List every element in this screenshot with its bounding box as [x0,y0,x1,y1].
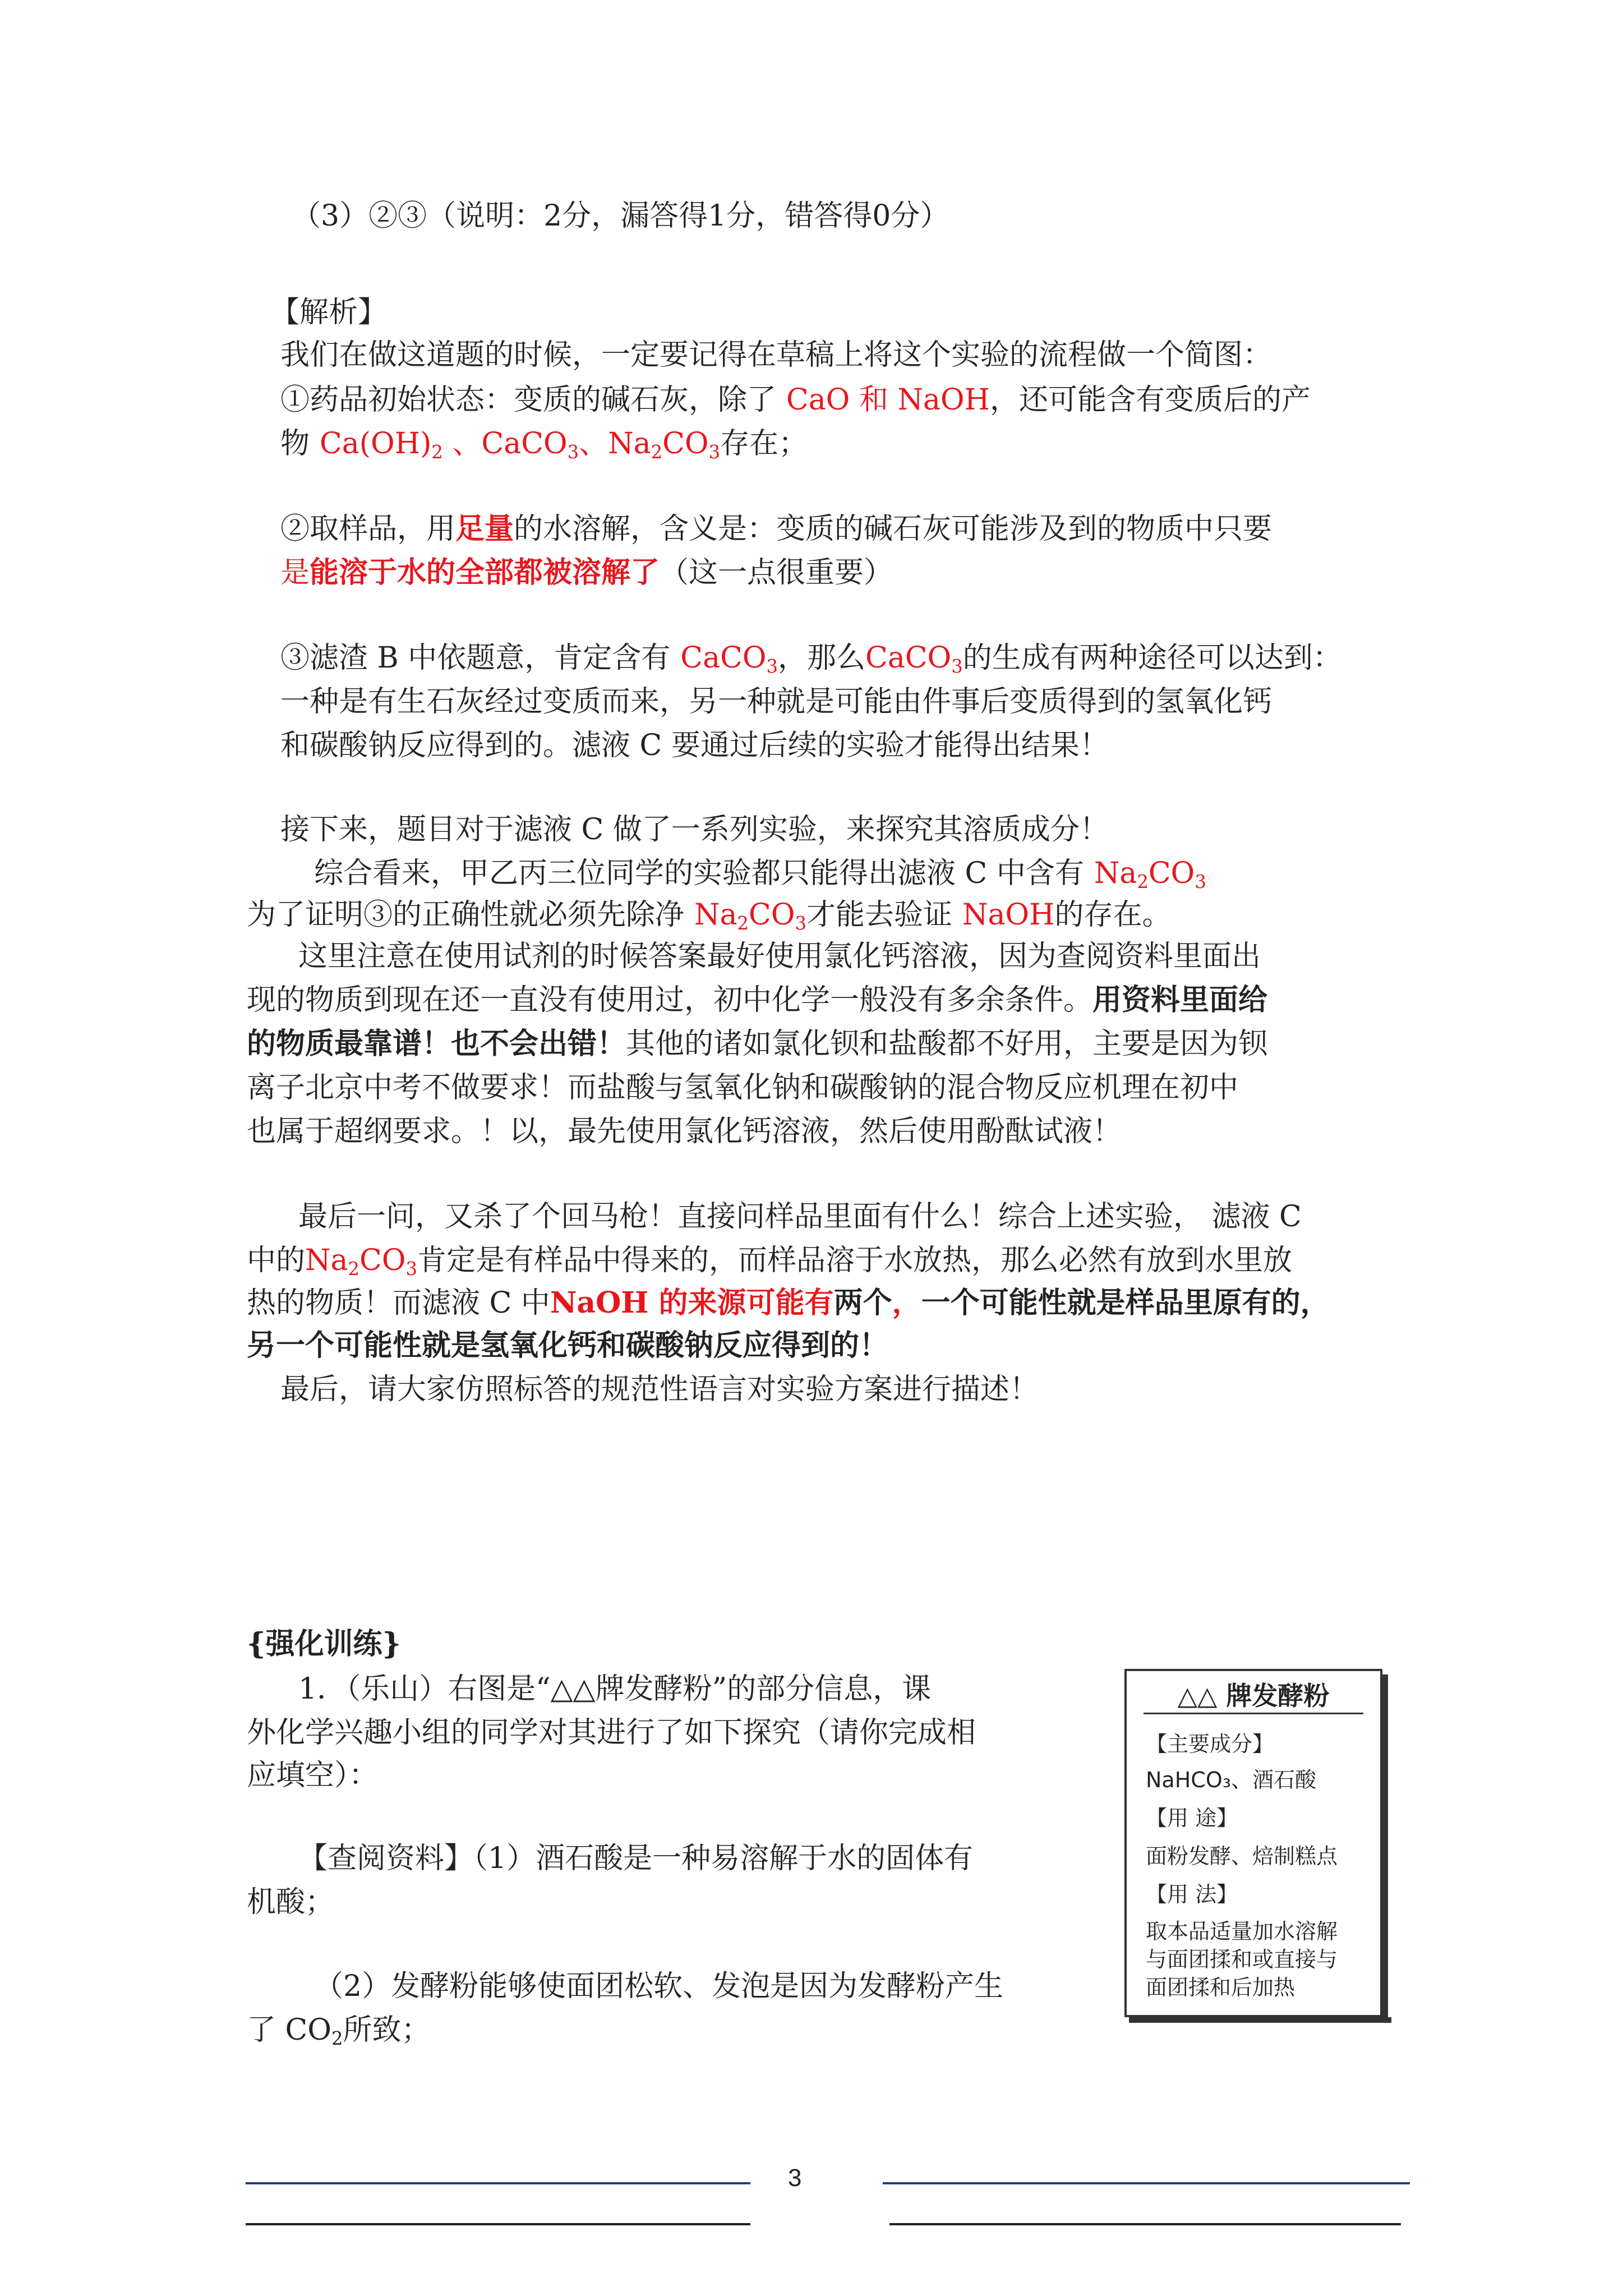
reference2-line2: 了 $CO_2$所致； [247,2013,431,2050]
analysis-point3-line2: 一种是有生石灰经过变质而来，另一种就是可能由件事后变质得到的氢氧化钙 [280,685,1272,719]
question-line3: 应填空）： [247,1759,379,1792]
analysis-final-line4: 另一个可能性就是氢氧化钙和碳酸钠反应得到的！ [247,1328,889,1363]
label-card-divider [1144,1713,1363,1714]
question-line2: 外化学兴趣小组的同学对其进行了如下探究（请你完成相 [247,1716,976,1750]
analysis-summary: 综合看来，甲乙丙三位同学的实验都只能得出滤液 C 中含有 $Na_2CO_3$ [314,857,1206,893]
label-card-use: 面粉发酵、焙制糕点 [1146,1844,1338,1869]
label-card-title: △△ 牌发酵粉 [1177,1681,1330,1711]
analysis-point1-line1: ①药品初始状态：变质的碱石灰，除了 CaO 和 NaOH，还可能含有变质后的产 [280,383,1311,417]
footer-rule-left-blue [246,2182,750,2184]
analysis-next: 接下来，题目对于滤液 C 做了一系列实验，来探究其溶质成分！ [280,813,1109,846]
analysis-intro: 我们在做这道题的时候，一定要记得在草稿上将这个实验的流程做一个简图： [280,338,1272,372]
analysis-proof: 为了证明③的正确性就必须先除净 $Na_2CO_3$才能去验证 NaOH的存在。 [247,898,1172,935]
analysis-reagent-line4: 离子北京中考不做要求！而盐酸与氢氧化钠和碳酸钠的混合物反应机理在初中 [247,1071,1239,1105]
reference-line1: 【查阅资料】（1）酒石酸是一种易溶解于水的固体有 [298,1842,974,1875]
label-card-method-2: 与面团揉和或直接与 [1146,1947,1338,1972]
analysis-reagent-line3: 的物质最靠谱！也不会出错！其他的诸如氯化钡和盐酸都不好用，主要是因为钡 [247,1027,1268,1061]
analysis-point2-line2: 是能溶于水的全部都被溶解了（这一点很重要） [280,555,893,590]
analysis-reagent-line2: 现的物质到现在还一直没有使用过，初中化学一般没有多余条件。用资料里面给 [247,983,1268,1017]
footer-rule-right-black [889,2223,1401,2225]
footer-rule-right-blue [883,2182,1410,2184]
analysis-final-line1: 最后一问，又杀了个回马枪！直接问样品里面有什么！综合上述实验， 滤液 C [298,1200,1302,1234]
label-card-method-3: 面团揉和后加热 [1146,1975,1295,2000]
analysis-point1-line2: 物 $Ca(OH)_2$ 、CaCO$_3$、$Na_2CO_3$存在； [280,427,808,463]
analysis-point3-line3: 和碳酸钠反应得到的。滤液 C 要通过后续的实验才能得出结果！ [280,729,1109,762]
footer-rule-left-black [246,2223,750,2225]
label-card-method-1: 取本品适量加水溶解 [1146,1919,1338,1944]
analysis-reagent-line5: 也属于超纲要求。！以，最先使用氯化钙溶液，然后使用酚酞试液！ [247,1115,1122,1148]
label-card-shadow [1129,2017,1391,2023]
reference2-line1: （2）发酵粉能够使面团松软、发泡是因为发酵粉产生 [314,1970,1004,2003]
label-card-ingredients: NaHCO₃、酒石酸 [1146,1768,1316,1792]
question-line1: 1．（乐山）右图是“△△牌发酵粉”的部分信息，课 [298,1672,932,1706]
analysis-heading: 【解析】 [270,296,388,329]
label-card-heading-use: 【用 途】 [1146,1806,1238,1830]
analysis-point3-line1: ③滤渣 B 中依题意，肯定含有 CaCO$_3$，那么CaCO$_3$的生成有两种途径可以达到： [280,641,1342,678]
analysis-closing: 最后，请大家仿照标答的规范性语言对实验方案进行描述！ [280,1373,1039,1406]
label-card-heading-method: 【用 法】 [1146,1882,1238,1907]
page-number: 3 [788,2164,802,2192]
reference-line2: 机酸； [247,1885,335,1919]
analysis-final-line3: 热的物质！而滤液 C 中NaOH 的来源可能有两个，一个可能性就是样品里原有的， [247,1286,1330,1320]
label-card-shadow-side [1382,1674,1388,2023]
answer-line: （3）②③（说明：2分，漏答得1分，错答得0分） [292,199,949,233]
analysis-final-line2: 中的$Na_2CO_3$肯定是有样品中得来的，而样品溶于水放热，那么必然有放到水里放 [247,1244,1292,1280]
label-card-heading-ingredients: 【主要成分】 [1146,1732,1274,1756]
analysis-point2-line1: ②取样品，用足量的水溶解，含义是：变质的碱石灰可能涉及到的物质中只要 [280,512,1272,546]
training-heading: {强化训练} [247,1627,401,1661]
analysis-reagent-line1: 这里注意在使用试剂的时候答案最好使用氯化钙溶液，因为查阅资料里面出 [298,940,1261,973]
product-label-card [1124,1669,1382,2017]
